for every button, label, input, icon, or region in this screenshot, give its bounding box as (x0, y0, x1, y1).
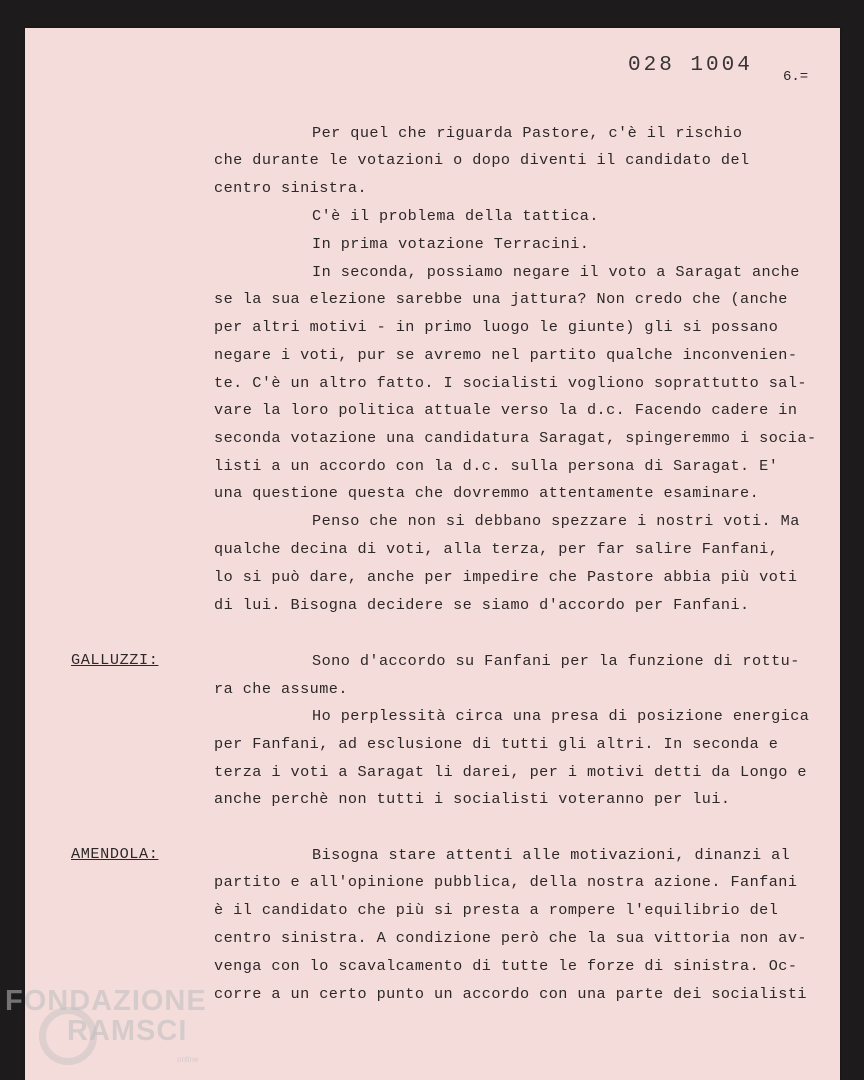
text-line: Penso che non si debbano spezzare i nostri voti. Ma (312, 512, 800, 530)
text-line: di lui. Bisogna decidere se siamo d'accordo per Fanfani. (214, 596, 750, 614)
text-line: Ho perplessità circa una presa di posizione energica (312, 707, 810, 725)
speaker-label-amendola: AMENDOLA: (71, 845, 159, 863)
text-line: che durante le votazioni o dopo diventi il candidato del (214, 151, 750, 169)
text-line: seconda votazione una candidatura Saragat, spingeremmo i socia- (214, 429, 817, 447)
text-line: centro sinistra. A condizione però che la sua vittoria non av- (214, 929, 807, 947)
text-line: Per quel che riguarda Pastore, c'è il rischio (312, 124, 743, 142)
text-line: In prima votazione Terracini. (312, 235, 590, 253)
text-line: per altri motivi - in primo luogo le giunte) gli si possano (214, 318, 779, 336)
text-line: per Fanfani, ad esclusione di tutti gli altri. In seconda e (214, 735, 779, 753)
text-line: qualche decina di voti, alla terza, per far salire Fanfani, (214, 540, 779, 558)
text-line: venga con lo scavalcamento di tutte le forze di sinistra. Oc- (214, 957, 798, 975)
fondazione-gramsci-watermark (5, 985, 207, 1064)
text-line: partito e all'opinione pubblica, della nostra azione. Fanfani (214, 873, 798, 891)
text-line: centro sinistra. (214, 179, 368, 197)
speaker-label-galluzzi: GALLUZZI: (71, 651, 159, 669)
text-line: vare la loro politica attuale verso la d.c. Facendo cadere in (214, 401, 798, 419)
text-line: In seconda, possiamo negare il voto a Saragat anche (312, 263, 800, 281)
text-line: corre a un certo punto un accordo con una parte dei socialisti (214, 985, 807, 1003)
watermark-line2: RAMSCI (67, 1015, 188, 1047)
text-line: terza i voti a Saragat li darei, per i motivi detti da Longo e (214, 763, 807, 781)
watermark-line1: FONDAZIONE (5, 985, 207, 1017)
watermark-line3: online (177, 1055, 199, 1064)
text-line: anche perchè non tutti i socialisti voteranno per lui. (214, 790, 731, 808)
page-number: 6.= (783, 69, 809, 85)
text-line: Sono d'accordo su Fanfani per la funzione di rottu- (312, 652, 800, 670)
text-line: listi a un accordo con la d.c. sulla persona di Saragat. E' (214, 457, 779, 475)
text-line: lo si può dare, anche per impedire che Pastore abbia più voti (214, 568, 798, 586)
text-line: ra che assume. (214, 680, 348, 698)
text-line: è il candidato che più si presta a rompere l'equilibrio del (214, 901, 779, 919)
text-line: se la sua elezione sarebbe una jattura? Non credo che (anche (214, 290, 788, 308)
text-line: Bisogna stare attenti alle motivazioni, dinanzi al (312, 846, 791, 864)
text-line: te. C'è un altro fatto. I socialisti vogliono soprattutto sal- (214, 374, 807, 392)
text-line: C'è il problema della tattica. (312, 207, 599, 225)
text-line: una questione questa che dovremmo attentamente esaminare. (214, 484, 760, 502)
archive-number: 028 1004 (628, 54, 753, 77)
text-line: negare i voti, pur se avremo nel partito qualche inconvenien- (214, 346, 798, 364)
